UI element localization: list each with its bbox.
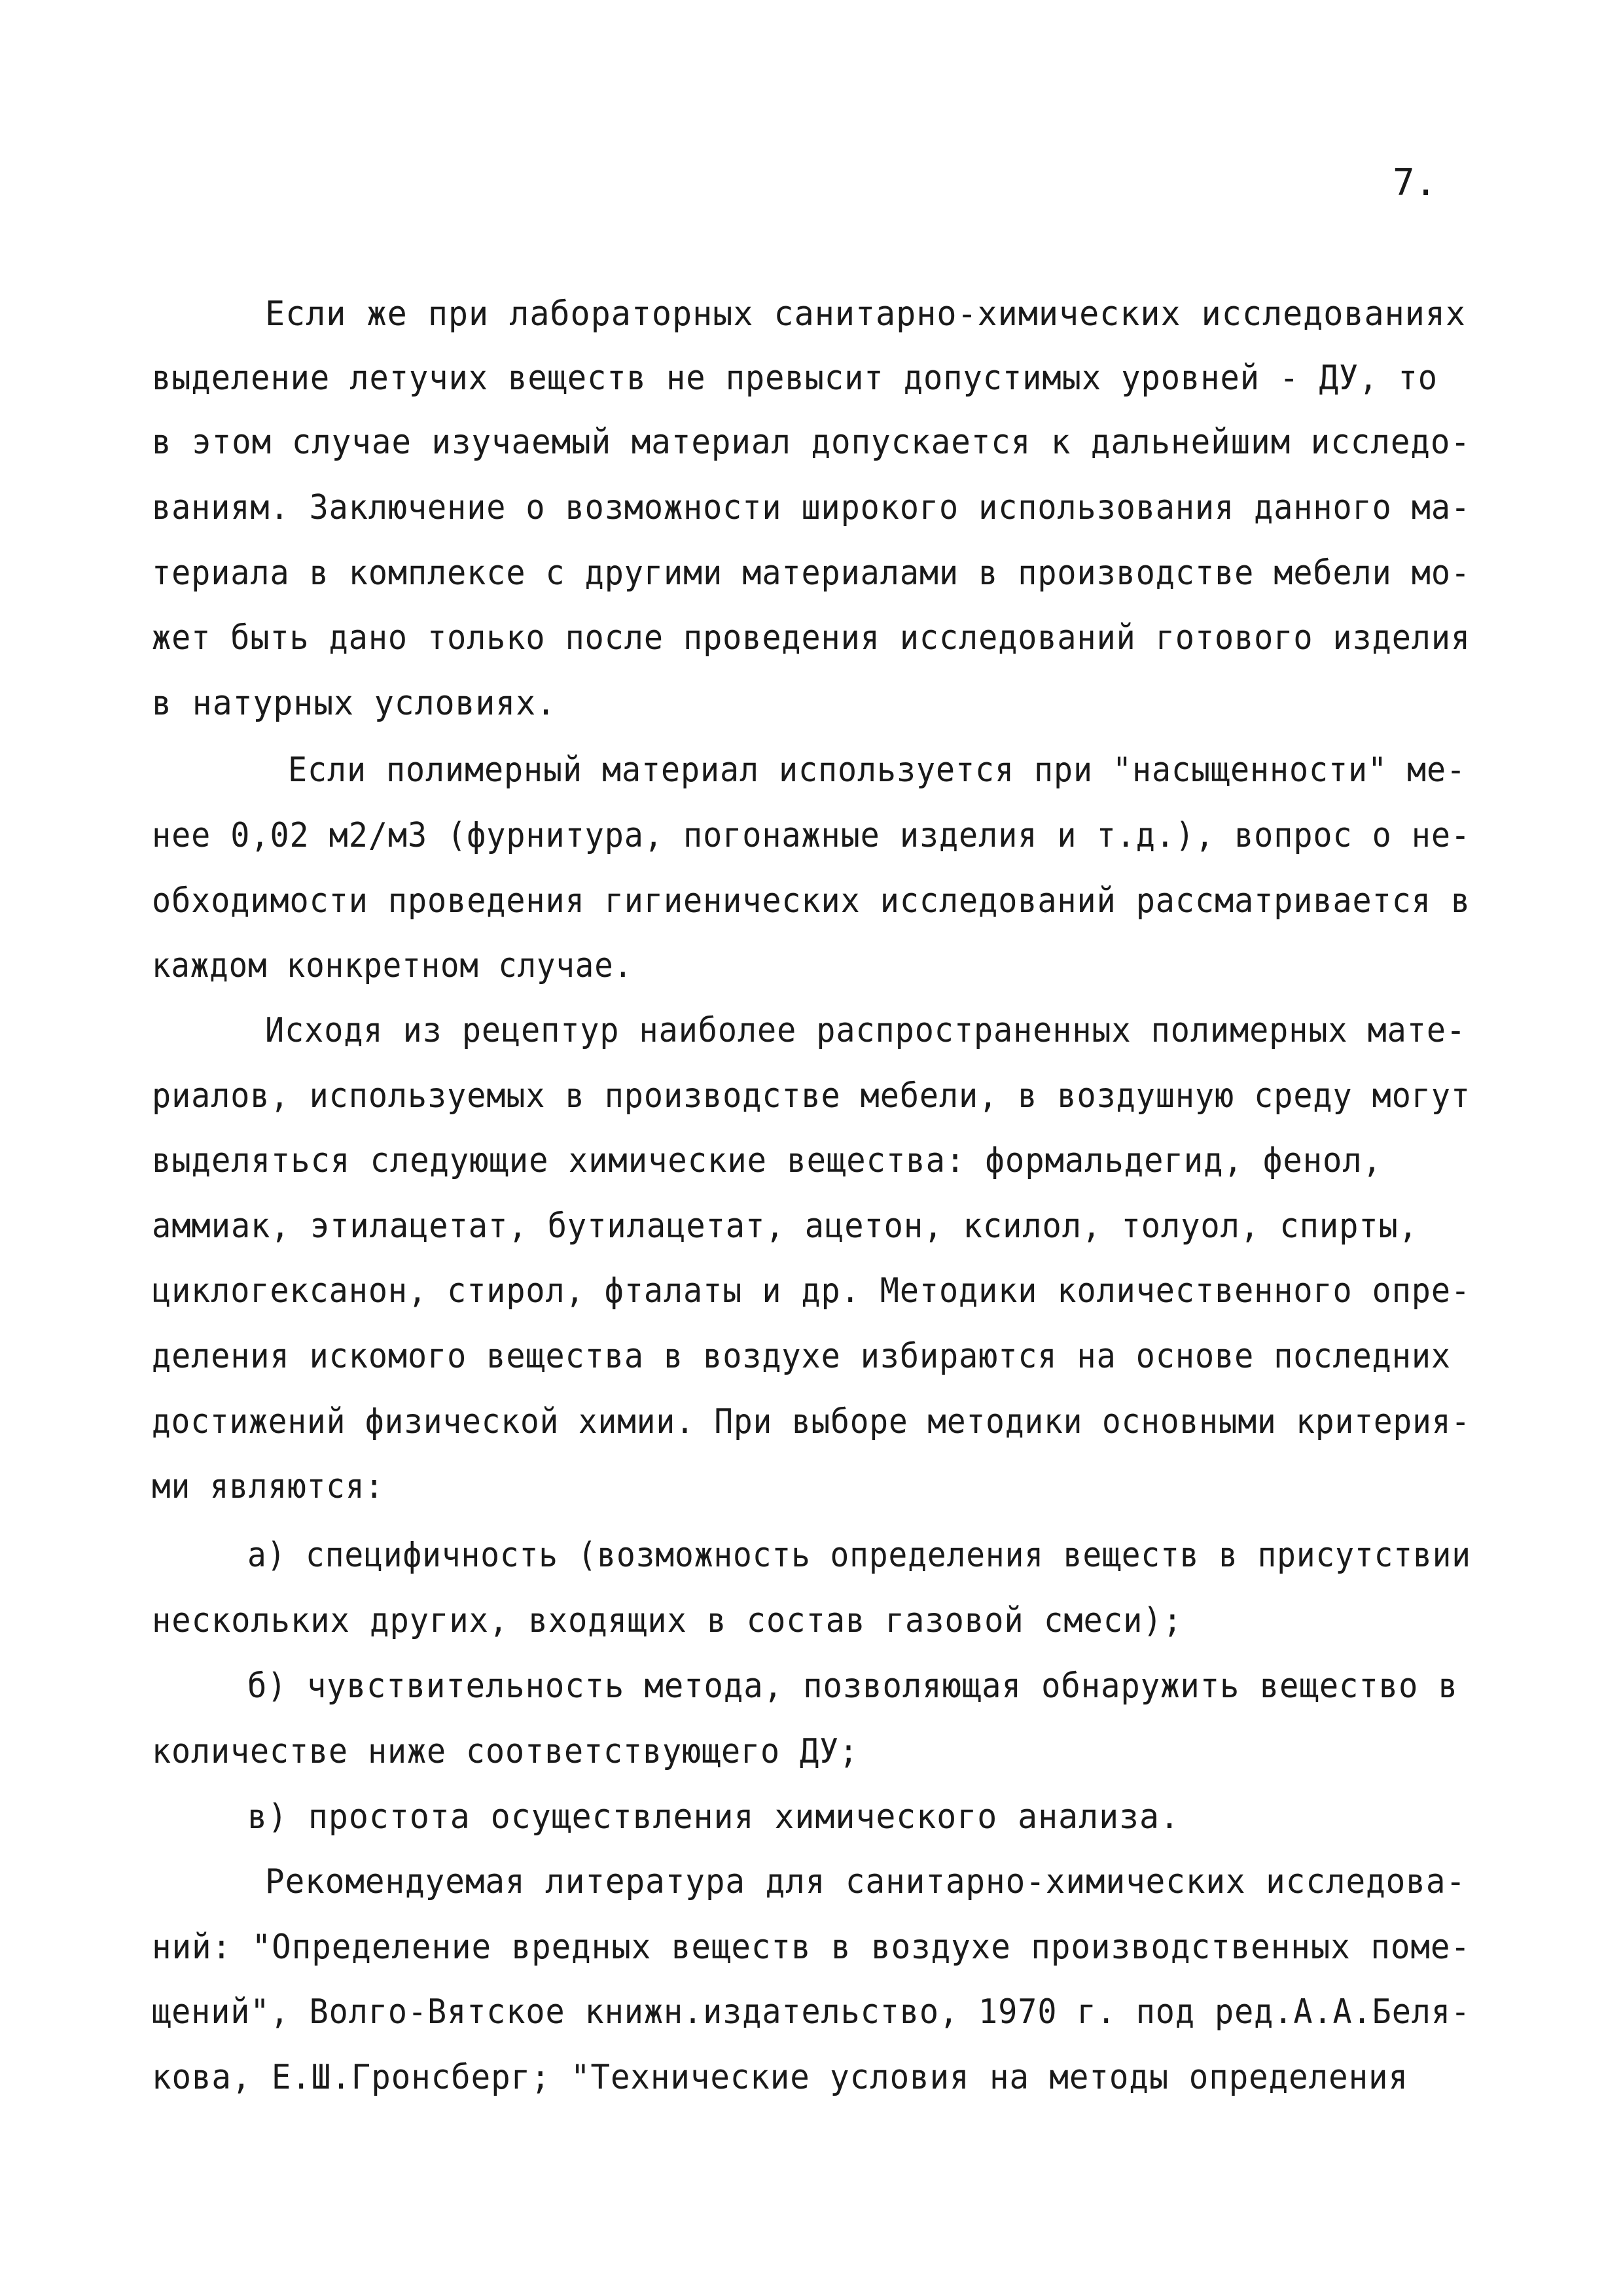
text-line: в этом случае изучаемый материал допускается к дальнейшим исследо- <box>152 423 1471 462</box>
text-line: количестве ниже соответствующего ДУ; <box>152 1732 859 1771</box>
text-line: достижений физической химии. При выборе методики основными критерия- <box>152 1402 1471 1441</box>
text-line: деления искомого вещества в воздухе избираются на основе последних <box>152 1337 1451 1376</box>
text-line: выделяться следующие химические вещества: формальдегид, фенол, <box>152 1141 1382 1180</box>
text-line: териала в комплексе с другими материалами в производстве мебели мо- <box>152 554 1471 593</box>
text-line: щений", Волго-Вятское книжн.издательство, 1970 г. под ред.А.А.Беля- <box>152 1992 1471 2032</box>
text-line: жет быть дано только после проведения исследований готового изделия <box>152 618 1471 658</box>
text-line: ний: "Определение вредных веществ в воздухе производственных поме- <box>152 1928 1471 1967</box>
text-line: каждом конкретном случае. <box>152 946 633 985</box>
page-number: 7. <box>1393 162 1437 204</box>
text-line: Рекомендуемая литература для санитарно-химических исследова- <box>265 1862 1466 1901</box>
text-line: Если же при лабораторных санитарно-химических исследованиях <box>265 294 1466 334</box>
text-line: Исходя из рецептур наиболее распространенных полимерных мате- <box>265 1011 1466 1050</box>
text-line: аммиак, этилацетат, бутилацетат, ацетон, ксилол, толуол, спирты, <box>152 1207 1418 1246</box>
text-line: выделение летучих веществ не превысит допустимых уровней - ДУ, то <box>152 359 1438 398</box>
text-line: б) чувствительность метода, позволяющая обнаружить вещество в <box>247 1667 1458 1706</box>
text-line: кова, Е.Ш.Гронсберг; "Технические условия на методы определения <box>152 2058 1408 2097</box>
text-line: риалов, используемых в производстве мебели, в воздушную среду могут <box>152 1076 1471 1116</box>
text-line: ваниям. Заключение о возможности широкого использования данного ма- <box>152 488 1471 527</box>
text-line: в натурных условиях. <box>152 684 556 723</box>
text-line: Если полимерный материал используется при "насыщенности" ме- <box>288 751 1466 790</box>
text-line: в) простота осуществления химического анализа. <box>247 1797 1180 1837</box>
text-line: ми являются: <box>152 1467 384 1506</box>
text-line: нескольких других, входящих в состав газовой смеси); <box>152 1601 1183 1640</box>
text-line: циклогексанон, стирол, фталаты и др. Методики количественного опре- <box>152 1271 1471 1311</box>
text-line: а) специфичность (возможность определения веществ в присутствии <box>247 1536 1471 1575</box>
text-line: нее 0,02 м2/м3 (фурнитура, погонажные изделия и т.д.), вопрос о не- <box>152 816 1471 855</box>
text-line: обходимости проведения гигиенических исследований рассматривается в <box>152 881 1471 921</box>
